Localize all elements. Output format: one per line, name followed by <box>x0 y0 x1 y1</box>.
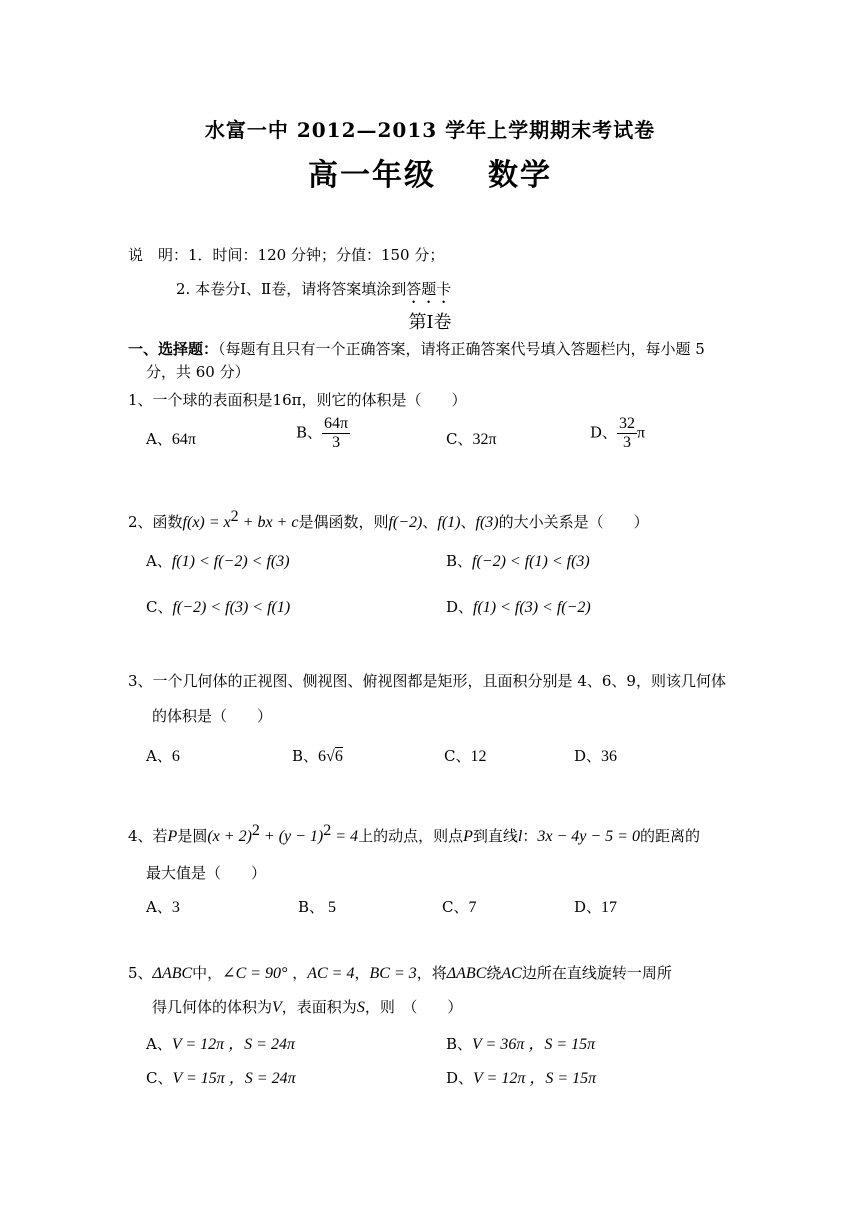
option-label: D、 <box>574 898 602 916</box>
notes-line-2 <box>176 278 451 307</box>
fraction-numerator: 64π <box>324 415 349 432</box>
question-2 <box>128 508 649 532</box>
option-label: D、 <box>446 598 474 616</box>
q-text: 得几何体的体积为 <box>152 998 273 1016</box>
option-value: 6 <box>171 748 180 765</box>
question-1: 1、一个球的表面积是16π，则它的体积是（ ） <box>128 391 467 409</box>
q-math: + bx + c <box>238 514 299 531</box>
q-text: 绕 <box>486 964 502 982</box>
q-text: ，则 （ ） <box>364 998 463 1016</box>
q-math: f(−2) <box>388 514 423 531</box>
fraction-denominator: 3 <box>332 434 341 451</box>
q-math: AC <box>501 965 522 982</box>
q3-option-b <box>292 745 343 766</box>
option-value: f(−2) < f(1) < f(3) <box>472 553 590 570</box>
option-label: B、 <box>292 747 319 765</box>
option-label: B、 <box>446 552 473 570</box>
option-value: f(−2) < f(3) < f(1) <box>172 599 291 616</box>
question-5-line-1 <box>128 962 672 983</box>
notes-text-1: 1．时间：120 分钟；分值：150 分； <box>188 246 445 264</box>
q5-option-c <box>146 1065 296 1088</box>
q-math: ΔABC <box>152 965 193 982</box>
fraction <box>322 415 350 452</box>
q1-option-a <box>146 428 196 449</box>
q-text: 的大小关系是（ ） <box>498 513 649 531</box>
option-label: C、 <box>446 430 473 448</box>
option-value: f(1) < f(−2) < f(3) <box>171 553 290 570</box>
q2-option-b <box>446 550 590 571</box>
q-text: 、 <box>460 513 476 531</box>
option-coefficient: 6 <box>318 748 327 765</box>
option-value: V = 12π ，S = 24π <box>171 1036 295 1053</box>
option-value: 32π <box>472 431 497 448</box>
grade-subject-title <box>0 150 860 194</box>
q-text: 边所在直线旋转一周所 <box>521 964 672 982</box>
option-value: V = 15π ，S = 24π <box>172 1070 296 1087</box>
q-math: l <box>517 828 523 845</box>
q3-option-c <box>444 745 486 766</box>
q3-option-d <box>574 745 617 766</box>
q-math: + (y − 1) <box>259 828 324 845</box>
q-exponent: 2 <box>230 508 239 525</box>
notes-line-1 <box>128 244 444 265</box>
option-label: C、 <box>146 598 173 616</box>
q2-option-c <box>146 596 290 617</box>
option-label: A、 <box>146 552 172 570</box>
option-suffix: π <box>637 424 646 442</box>
q-text: ： <box>522 827 538 845</box>
option-label: C、 <box>442 898 469 916</box>
q-math: P <box>167 828 178 845</box>
q4-option-c <box>442 896 476 917</box>
q-math: = 4 <box>331 828 359 845</box>
option-value: 7 <box>468 899 477 916</box>
option-label: B、 <box>446 1035 473 1053</box>
fraction-numerator: 32 <box>619 415 636 432</box>
q-text: 是圆 <box>177 827 208 845</box>
q3-option-a <box>146 745 180 766</box>
q5-option-d <box>446 1065 596 1088</box>
option-value: V = 12π ，S = 15π <box>473 1070 597 1087</box>
notes-text-2: 2. 本卷分Ⅰ、Ⅱ卷，请将答案填涂到 <box>176 280 407 298</box>
part1-heading-line <box>128 338 705 359</box>
q2-option-a <box>146 550 290 571</box>
option-label: B、 <box>296 423 323 442</box>
option-label: D、 <box>590 423 618 442</box>
q-text: 是偶函数，则 <box>298 513 389 531</box>
q-text: 2、函数 <box>128 513 183 531</box>
q-math: f(3) <box>475 514 499 531</box>
option-label: A、 <box>146 430 172 448</box>
q-math: S <box>356 999 365 1016</box>
q-text: ， <box>354 964 370 982</box>
part1-desc-2: 分，共 60 分） <box>146 363 250 381</box>
q-math: BC = 3 <box>369 965 417 982</box>
option-label: B、 <box>298 898 325 916</box>
q-text: 的距离的 <box>639 827 700 845</box>
q-math: V <box>272 999 282 1016</box>
q-math: 3x − 4y − 5 = 0 <box>537 828 640 845</box>
part1-heading: 一、选择题： <box>128 340 219 358</box>
q-text: 中， <box>192 964 223 982</box>
notes-label: 说 明： <box>128 246 189 264</box>
fraction <box>617 415 637 452</box>
option-label: C、 <box>444 747 471 765</box>
option-label: C、 <box>146 1069 173 1087</box>
q-text: 5、 <box>128 964 153 982</box>
question-5-line-2 <box>152 996 462 1017</box>
q-text: 4、若 <box>128 827 168 845</box>
option-value: 17 <box>601 899 618 916</box>
q-text: ， <box>287 964 308 982</box>
q-text: ，表面积为 <box>281 998 357 1016</box>
q-math: AC = 4 <box>307 965 355 982</box>
part1-desc-1: （每题有且只有一个正确答案，请将正确答案代号填入答题栏内，每小题 5 <box>218 340 705 358</box>
q1-option-c <box>446 428 497 449</box>
q-math: ΔABC <box>446 965 487 982</box>
option-value: 3 <box>171 899 180 916</box>
q-exponent: 2 <box>251 822 260 839</box>
option-label: D、 <box>574 747 602 765</box>
grade-label: 高一年级 <box>308 158 436 193</box>
q-math: f(1) <box>437 514 461 531</box>
notes-emphasis: 答题卡 <box>406 280 452 298</box>
q5-option-b <box>446 1031 595 1054</box>
option-value: V = 36π ，S = 15π <box>472 1036 596 1053</box>
sqrt-radicand: 6 <box>334 748 343 765</box>
question-3-line-2: 的体积是（ ） <box>152 707 273 725</box>
section-title: 第Ⅰ卷 <box>408 312 452 333</box>
question-4-line-2: 最大值是（ ） <box>146 864 267 882</box>
option-value: 64π <box>171 431 196 448</box>
option-label: A、 <box>146 747 172 765</box>
question-4-line-1 <box>128 822 700 846</box>
q2-option-d <box>446 596 591 617</box>
q-text: ，将 <box>416 964 447 982</box>
q1-option-b <box>296 415 350 452</box>
q-text: 上的动点，则点 <box>358 827 464 845</box>
fraction-denominator: 3 <box>623 434 632 451</box>
exam-title: 水富一中 2012—2013 学年上学期期末考试卷 <box>204 118 656 142</box>
q-math: f(x) = x <box>182 514 231 531</box>
option-label: A、 <box>146 898 172 916</box>
option-label: A、 <box>146 1035 172 1053</box>
option-value: 5 <box>324 899 337 916</box>
q-exponent: 2 <box>323 822 332 839</box>
option-label: D、 <box>446 1069 474 1087</box>
question-3-line-1: 3、一个几何体的正视图、侧视图、俯视图都是矩形，且面积分别是 4、6、9，则该几何体 <box>128 672 726 690</box>
q4-option-a <box>146 896 180 917</box>
sqrt-symbol: √ <box>326 748 335 765</box>
option-value: 36 <box>601 748 618 765</box>
option-value: f(1) < f(3) < f(−2) <box>473 599 591 616</box>
subject-label: 数学 <box>488 158 552 193</box>
q1-option-d <box>590 415 645 452</box>
q-math: ∠C = 90° <box>222 965 288 982</box>
q-math: P <box>463 828 473 845</box>
q-math: (x + 2) <box>207 828 252 845</box>
option-value: 12 <box>470 748 487 765</box>
q4-option-d <box>574 896 617 917</box>
q5-option-a <box>146 1031 295 1054</box>
q-text: 、 <box>422 513 438 531</box>
q4-option-b <box>298 896 336 917</box>
q-text: 到直线 <box>472 827 518 845</box>
